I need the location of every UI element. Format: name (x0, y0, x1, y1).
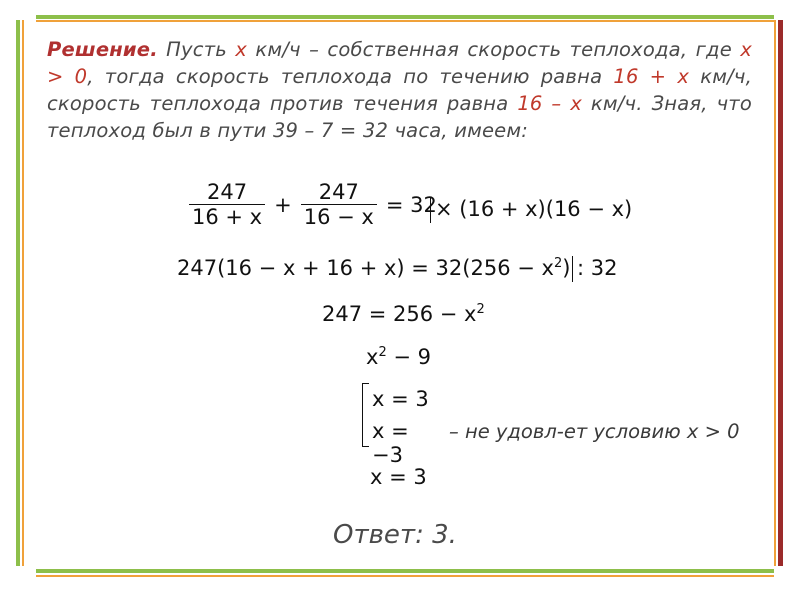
fraction-2-denominator: 16 − x (301, 204, 377, 229)
system-root-1: x = 3 (372, 387, 429, 411)
solution-system (362, 383, 446, 467)
system-bracket (362, 383, 369, 447)
equation-3-body: 247 = 256 − x (322, 302, 477, 326)
equation-4-exponent: 2 (378, 345, 387, 360)
solution-text-5: км/ч. Зная, что теплоход был в пути 39 – 7 = 32 часа, имеем: (47, 92, 752, 142)
bottom-border-orange (36, 575, 774, 577)
equation-1-multiplier (430, 197, 632, 223)
solution-text-4: км/ч, скорость теплохода против течения равна (47, 65, 752, 115)
equation-2-divider (572, 256, 617, 282)
fraction-1 (189, 180, 265, 229)
equation-4-base: x (366, 345, 379, 369)
right-border-red (778, 20, 783, 566)
plus-sign: + (274, 192, 292, 217)
downstream-speed: 16 + х (613, 65, 690, 88)
answer-text: Ответ: 3. (333, 520, 457, 550)
equation-2-body: 247(16 − x + 16 + x) = 32(256 − x (177, 256, 554, 280)
fraction-1-denominator: 16 + x (189, 204, 265, 229)
solution-text-1: Пусть (157, 38, 236, 61)
equation-4-rest: − 9 (386, 345, 432, 369)
equation-2 (177, 256, 570, 280)
fraction-2-numerator: 247 (318, 180, 359, 204)
top-border-orange (36, 20, 774, 22)
upstream-speed: 16 – х (517, 92, 582, 115)
divider-bar (572, 256, 573, 282)
root-rejection-note: – не удовл-ет условию х > 0 (449, 420, 740, 443)
top-border-green (36, 15, 774, 19)
equation-1 (185, 180, 442, 229)
final-root: x = 3 (370, 465, 427, 489)
solution-label: Решение. (47, 38, 158, 61)
multiplier-bar (430, 197, 431, 223)
right-border-orange (774, 20, 776, 566)
equation-2-exponent: 2 (553, 256, 563, 271)
condition-x-positive: х > 0 (47, 38, 752, 88)
fraction-1-numerator: 247 (207, 180, 248, 204)
left-border-green (16, 20, 20, 566)
system-root-2: x = −3 (372, 419, 409, 467)
bottom-border-green (36, 569, 774, 573)
equation-1-rhs: = 32 (385, 192, 437, 217)
divider-expression: : 32 (577, 256, 618, 280)
equation-4 (366, 345, 431, 369)
equation-3 (322, 302, 485, 326)
solution-paragraph (47, 36, 752, 144)
fraction-2 (301, 180, 377, 229)
multiplier-expression: × (16 + x)(16 − x) (435, 197, 633, 221)
variable-x: х (235, 38, 248, 61)
left-border-orange (22, 20, 24, 566)
solution-text-3: , тогда скорость теплохода по течению равна (87, 65, 614, 88)
equation-3-exponent: 2 (476, 302, 485, 317)
equation-2-close: ) (562, 256, 571, 280)
solution-text-2: км/ч – собственная скорость теплохода, где (247, 38, 741, 61)
